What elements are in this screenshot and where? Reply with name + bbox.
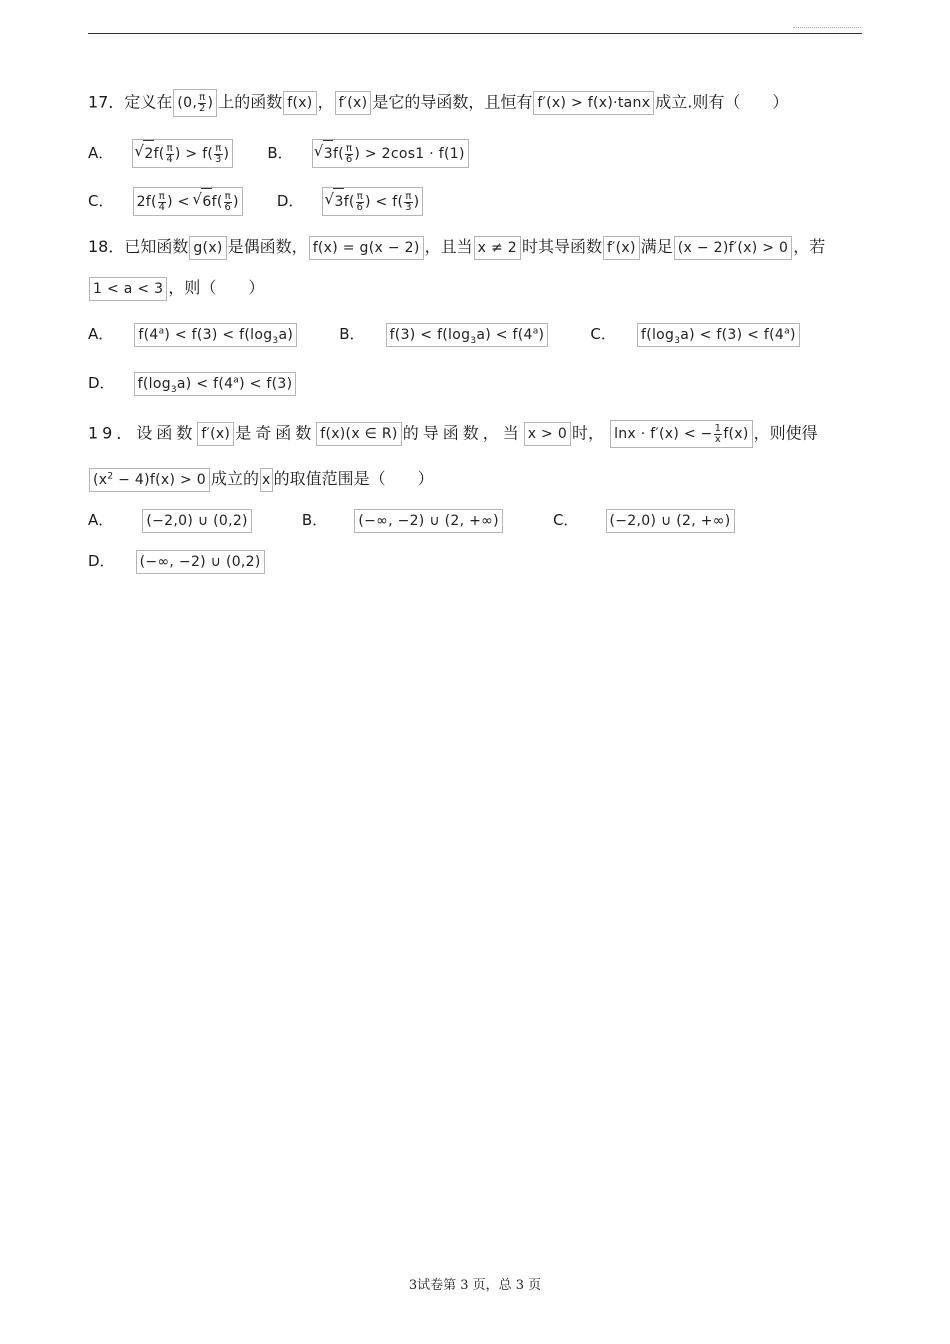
q17-inequality: f′(x) > f(x)·tanx [533,91,654,115]
q19-inequality: lnx · f′(x) < − $\frac{1}{x}$ f(x) [610,420,753,448]
q19-variable-x: x [260,468,273,492]
q18-fpx: f′(x) [603,236,640,260]
q19-option-c-label: C． [552,511,579,529]
header-mark [793,27,861,28]
header-rule [88,33,862,34]
q17-interval-frac: $\frac{\pi}{2}$ [198,91,206,114]
q17-option-d[interactable]: √ 3f( $\frac{\pi}{6}$ ) < f( $\frac{\pi}{3}$ ) [322,187,423,216]
q18-option-c-label: C． [590,325,616,343]
q17-fx: f(x) [283,91,316,115]
q18-option-b[interactable]: $f(3) < f(\log_3a) < f(4^a)$ [386,323,549,347]
q19-options-abc [88,507,736,533]
q19-stem-line1: 19．设函数 f′(x) 是奇函数 f(x)(x ∈ R) 的导函数，当 x > 0 时， lnx · f′(x) < − $\frac{1}{x}$ f(x) ，则使得 [88,420,818,448]
q17-option-c-label: C． [88,192,114,210]
q19-option-b-label: B． [301,511,328,529]
q17-option-b-label: B． [267,144,293,162]
q19-function-def: f(x)(x ∈ R) [316,422,401,446]
q18-range: 1 < a < 3 [89,277,167,301]
q18-options-abc [88,321,801,347]
q18-inequality: (x − 2)f′(x) > 0 [674,236,792,260]
q18-gx: g(x) [189,236,226,260]
q17-fpx: f′(x) [335,91,372,115]
q19-option-a-label: A． [88,511,114,529]
q17-stem: 17．定义在 (0, $\frac{\pi}{2}$ ) 上的函数 f(x) ， f′(x) 是它的导函数，且恒有 f′(x) > f(x)·tanx 成立.则有（ ） [88,89,788,117]
q18-options-d [88,370,297,396]
q17-interval: (0, $\frac{\pi}{2}$ ) [173,89,217,117]
q18-option-a-label: A． [88,325,114,343]
q19-option-a[interactable]: (−2,0) ∪ (0,2) [142,509,251,533]
q19-stem-line2: $(x^2 - 4)f(x) > 0$ 成立的 x 的取值范围是（ ） [88,466,434,492]
q19-option-b[interactable]: (−∞, −2) ∪ (2, +∞) [354,509,503,533]
q19-condition: x > 0 [524,422,571,446]
q18-option-d-label: D． [88,374,115,392]
q17-option-c[interactable]: 2f( $\frac{\pi}{4}$ ) < √ 6f( $\frac{\pi}{6}$ ) [133,187,243,216]
q17-option-b[interactable]: √ 3f( $\frac{\pi}{6}$ ) > 2cos1 · f(1) [312,139,469,168]
q19-option-c[interactable]: (−2,0) ∪ (2, +∞) [606,509,735,533]
q19-options-d [88,548,266,574]
q18-stem-line1: 18．已知函数 g(x) 是偶函数， f(x) = g(x − 2) ，且当 x ≠ 2 时其导函数 f′(x) 满足 (x − 2)f′(x) > 0 ，若 [88,234,825,260]
q17-option-a[interactable]: √ 2f( $\frac{\pi}{4}$ ) > f( $\frac{\pi}{3}$ ) [132,139,233,168]
q18-stem-line2: 1 < a < 3 ，则（ ） [88,275,264,301]
q18-condition: x ≠ 2 [474,236,521,260]
q18-option-a[interactable]: $f(4^a) < f(3) < f(\log_3a)$ [134,323,297,347]
q18-equation: f(x) = g(x − 2) [309,236,424,260]
q17-options-cd [88,187,424,216]
page-footer: 3试卷第 3 页，总 3 页 [408,1278,542,1293]
q19-condition2: $(x^2 - 4)f(x) > 0$ [89,468,210,492]
q19-option-d[interactable]: (−∞, −2) ∪ (0,2) [136,550,265,574]
q17-options-ab [88,139,470,168]
q18-option-c[interactable]: $f(\log_3a) < f(3) < f(4^a)$ [637,323,800,347]
q17-option-a-label: A． [88,144,114,162]
q18-option-b-label: B． [339,325,365,343]
q18-option-d[interactable]: $f(\log_3a) < f(4^a) < f(3)$ [134,372,297,396]
q19-fpx: f′(x) [197,422,234,446]
q19-option-d-label: D． [88,552,115,570]
q17-lead: 17．定义在 [88,92,173,112]
q17-option-d-label: D． [276,192,304,210]
